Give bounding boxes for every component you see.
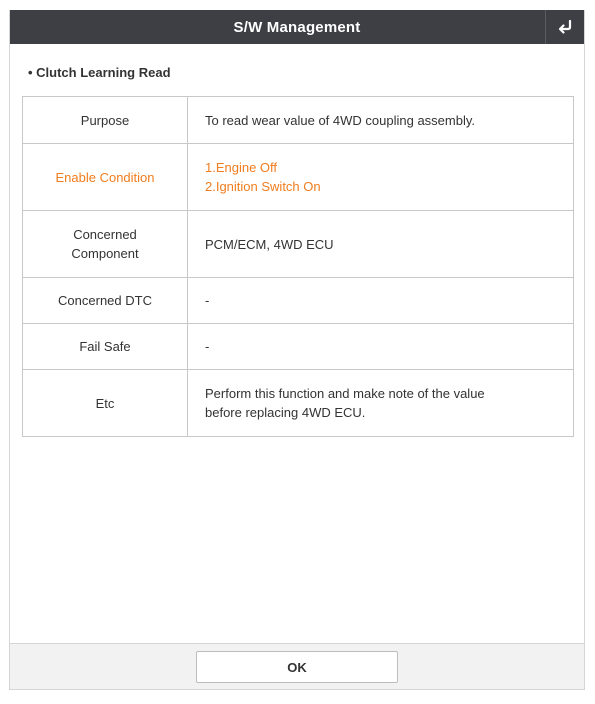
row-value [188, 144, 574, 211]
info-table [22, 96, 574, 437]
dialog-footer [10, 643, 584, 689]
table-row [23, 144, 574, 211]
table-row [23, 97, 574, 144]
title-bar [10, 10, 584, 44]
table-row [23, 324, 574, 370]
row-label: Etc [23, 370, 188, 437]
value-line: - [205, 293, 210, 308]
value-line: To read wear value of 4WD coupling assembly. [205, 112, 475, 128]
label-line: Component [71, 246, 139, 261]
row-value [188, 211, 574, 278]
label-line: Concerned [73, 227, 137, 242]
sw-management-dialog [9, 10, 585, 690]
table-row [23, 211, 574, 278]
row-value [188, 324, 574, 370]
ok-button[interactable]: OK [196, 651, 398, 683]
value-line: before replacing 4WD ECU. [205, 405, 366, 420]
value-line: Perform this function and make note of the value [205, 386, 485, 401]
row-value [188, 278, 574, 324]
section-label: • Clutch Learning Read [28, 65, 171, 80]
window-title: S/W Management [233, 18, 361, 36]
value-line: 2.Ignition Switch On [205, 179, 321, 194]
row-label [23, 211, 188, 278]
row-label: Purpose [23, 97, 188, 144]
row-value [188, 97, 574, 144]
value-line: 1.Engine Off [205, 160, 278, 175]
table-row [23, 370, 574, 437]
table-row [23, 278, 574, 324]
value-line: PCM/ECM, 4WD ECU [205, 236, 334, 252]
row-label: Enable Condition [23, 144, 188, 211]
return-arrow-icon [556, 18, 574, 36]
row-value [188, 370, 574, 437]
row-label: Fail Safe [23, 324, 188, 370]
row-label: Concerned DTC [23, 278, 188, 324]
back-button[interactable] [545, 10, 584, 44]
value-line: - [205, 339, 210, 354]
